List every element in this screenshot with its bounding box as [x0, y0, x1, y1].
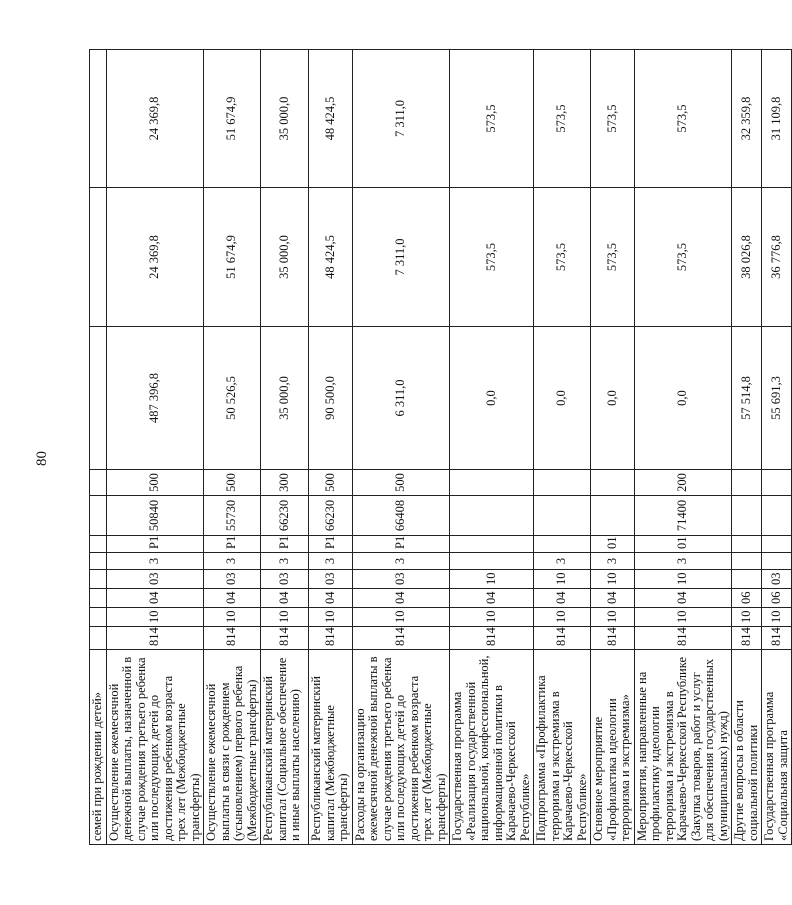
cell-p1: 03: [204, 570, 261, 589]
cell-vr: [450, 470, 534, 496]
cell-s3: [90, 50, 107, 188]
cell-name: Основное мероприятие «Профилактика идеологии терроризма и экстремизма»: [591, 650, 635, 845]
cell-ved: 814: [450, 627, 534, 650]
cell-name: Государственная программа «Социальная защита: [762, 650, 792, 845]
cell-s2: 38 026,8: [732, 188, 762, 327]
cell-name: Государственная программа «Реализация государственной национальной, конфессиональной, информационной политики в Карачаево-Черкесской Республике»: [450, 650, 534, 845]
table-row: [534, 50, 591, 845]
cell-p2: 3: [634, 553, 732, 570]
cell-s2: 573,5: [534, 188, 591, 327]
cell-name: Другие вопросы в области социальной политики: [732, 650, 762, 845]
page-number: 80: [34, 451, 50, 466]
cell-s2: [90, 188, 107, 327]
cell-p2: [732, 553, 762, 570]
cell-s3: 31 109,8: [762, 50, 792, 188]
table-row: [634, 50, 732, 845]
cell-ved: 814: [634, 627, 732, 650]
cell-csr: [732, 496, 762, 536]
cell-csr: [762, 496, 792, 536]
cell-rz: 10: [450, 608, 534, 627]
cell-ved: 814: [204, 627, 261, 650]
table-row: [352, 50, 450, 845]
cell-p1: 03: [106, 570, 204, 589]
cell-s2: 48 424,5: [309, 188, 353, 327]
table-row: [204, 50, 261, 845]
cell-s1: 57 514,8: [732, 327, 762, 470]
cell-pr: 04: [591, 589, 635, 608]
cell-rz: 10: [106, 608, 204, 627]
cell-csr: 50840: [106, 496, 204, 536]
cell-s3: 573,5: [634, 50, 732, 188]
cell-ved: 814: [762, 627, 792, 650]
cell-p2: 3: [591, 553, 635, 570]
cell-p1: 03: [261, 570, 309, 589]
cell-csr: [591, 496, 635, 536]
cell-rz: 10: [261, 608, 309, 627]
cell-p3: Р1: [204, 536, 261, 553]
cell-vr: 500: [352, 470, 450, 496]
cell-csr: 66230: [261, 496, 309, 536]
cell-rz: 10: [309, 608, 353, 627]
cell-s1: 0,0: [634, 327, 732, 470]
cell-rz: 10: [732, 608, 762, 627]
cell-s1: 35 000,0: [261, 327, 309, 470]
cell-vr: 500: [204, 470, 261, 496]
cell-p3: 01: [591, 536, 635, 553]
cell-s2: 7 311,0: [352, 188, 450, 327]
table-row: [732, 50, 762, 845]
cell-vr: [762, 470, 792, 496]
cell-ved: 814: [261, 627, 309, 650]
cell-s2: 573,5: [634, 188, 732, 327]
cell-csr: [450, 496, 534, 536]
cell-p1: 10: [634, 570, 732, 589]
cell-p2: 3: [534, 553, 591, 570]
cell-s1: 90 500,0: [309, 327, 353, 470]
cell-s1: [90, 327, 107, 470]
table-row: [450, 50, 534, 845]
cell-s3: 32 359,8: [732, 50, 762, 188]
table-row: [309, 50, 353, 845]
cell-s3: 573,5: [591, 50, 635, 188]
cell-p3: [534, 536, 591, 553]
cell-s2: 573,5: [591, 188, 635, 327]
cell-s3: 573,5: [450, 50, 534, 188]
cell-vr: [591, 470, 635, 496]
table-body: [90, 50, 792, 845]
cell-s1: 487 396,8: [106, 327, 204, 470]
cell-p1: 10: [450, 570, 534, 589]
cell-csr: 71400: [634, 496, 732, 536]
cell-p2: 3: [106, 553, 204, 570]
cell-s3: 35 000,0: [261, 50, 309, 188]
cell-p3: [762, 536, 792, 553]
cell-s2: 24 369,8: [106, 188, 204, 327]
cell-p2: 3: [352, 553, 450, 570]
cell-p2: [90, 553, 107, 570]
cell-pr: 06: [762, 589, 792, 608]
cell-name: Республиканский материнский капитал (Социальное обеспечение и иные выплаты населению): [261, 650, 309, 845]
cell-rz: 10: [762, 608, 792, 627]
cell-pr: 04: [450, 589, 534, 608]
cell-csr: 66408: [352, 496, 450, 536]
cell-p1: [90, 570, 107, 589]
cell-rz: [90, 608, 107, 627]
cell-s2: 36 776,8: [762, 188, 792, 327]
cell-s3: 24 369,8: [106, 50, 204, 188]
cell-vr: 500: [309, 470, 353, 496]
cell-rz: 10: [534, 608, 591, 627]
cell-p3: [450, 536, 534, 553]
cell-rz: 10: [204, 608, 261, 627]
cell-pr: 04: [534, 589, 591, 608]
cell-vr: 200: [634, 470, 732, 496]
cell-name: семей при рождении детей»: [90, 650, 107, 845]
cell-ved: 814: [309, 627, 353, 650]
cell-ved: 814: [534, 627, 591, 650]
cell-p1: [732, 570, 762, 589]
cell-name: Подпрограмма «Профилактика терроризма и экстремизма в Карачаево-Черкесской Республике»: [534, 650, 591, 845]
cell-s1: 55 691,3: [762, 327, 792, 470]
cell-p3: [732, 536, 762, 553]
budget-table-container: [89, 50, 790, 845]
cell-vr: [732, 470, 762, 496]
cell-ved: 814: [732, 627, 762, 650]
cell-p1: 10: [534, 570, 591, 589]
cell-p1: 10: [591, 570, 635, 589]
budget-table: [89, 49, 792, 845]
cell-csr: [90, 496, 107, 536]
cell-p2: [762, 553, 792, 570]
cell-vr: [90, 470, 107, 496]
cell-p1: 03: [309, 570, 353, 589]
cell-p3: Р1: [261, 536, 309, 553]
cell-s2: 51 674,9: [204, 188, 261, 327]
cell-s1: 0,0: [591, 327, 635, 470]
cell-pr: 04: [352, 589, 450, 608]
cell-rz: 10: [634, 608, 732, 627]
table-row: [762, 50, 792, 845]
table-row: [591, 50, 635, 845]
table-row: [261, 50, 309, 845]
cell-pr: 06: [732, 589, 762, 608]
cell-p3: [90, 536, 107, 553]
cell-vr: 500: [106, 470, 204, 496]
cell-ved: 814: [352, 627, 450, 650]
cell-p3: Р1: [106, 536, 204, 553]
cell-pr: 04: [261, 589, 309, 608]
cell-p3: Р1: [352, 536, 450, 553]
cell-p2: 3: [309, 553, 353, 570]
cell-pr: 04: [106, 589, 204, 608]
cell-s3: 51 674,9: [204, 50, 261, 188]
cell-pr: 04: [634, 589, 732, 608]
cell-name: Осуществление ежемесячной выплаты в связи с рождением (усыновлением) первого ребенка (Межбюджетные трансферты): [204, 650, 261, 845]
cell-pr: [90, 589, 107, 608]
cell-s1: 0,0: [450, 327, 534, 470]
cell-ved: [90, 627, 107, 650]
cell-p3: 01: [634, 536, 732, 553]
cell-p2: 3: [261, 553, 309, 570]
cell-s1: 6 311,0: [352, 327, 450, 470]
table-row: [90, 50, 107, 845]
cell-s3: 573,5: [534, 50, 591, 188]
cell-csr: 66230: [309, 496, 353, 536]
cell-p2: [450, 553, 534, 570]
cell-ved: 814: [106, 627, 204, 650]
cell-s2: 573,5: [450, 188, 534, 327]
cell-p3: Р1: [309, 536, 353, 553]
cell-p1: 03: [352, 570, 450, 589]
cell-name: Республиканский материнский капитал (Межбюджетные трансферты): [309, 650, 353, 845]
cell-name: Осуществление ежемесячной денежной выплаты, назначенной в случае рождения третьего ребенка или последующих детей до достижения ребенком возраста трех лет (Межбюджетные трансферты): [106, 650, 204, 845]
cell-s3: 48 424,5: [309, 50, 353, 188]
cell-csr: 55730: [204, 496, 261, 536]
cell-s1: 0,0: [534, 327, 591, 470]
cell-s2: 35 000,0: [261, 188, 309, 327]
cell-vr: [534, 470, 591, 496]
cell-s3: 7 311,0: [352, 50, 450, 188]
cell-rz: 10: [352, 608, 450, 627]
cell-name: Расходы на организацию ежемесячной денежной выплаты в случае рождения третьего ребенка или последующих детей до достижения ребенком возраста трех лет (Межбюджетные трансферты): [352, 650, 450, 845]
cell-s1: 50 526,5: [204, 327, 261, 470]
cell-pr: 04: [309, 589, 353, 608]
table-row: [106, 50, 204, 845]
cell-p2: 3: [204, 553, 261, 570]
cell-name: Мероприятия, направленные на профилактику идеологии терроризма и экстремизма в Карачаево-Черкесской Республике (Закупка товаров, работ и услуг для обеспечения государственных (муниципальных) нужд): [634, 650, 732, 845]
cell-rz: 10: [591, 608, 635, 627]
cell-csr: [534, 496, 591, 536]
cell-ved: 814: [591, 627, 635, 650]
cell-pr: 04: [204, 589, 261, 608]
cell-p1: 03: [762, 570, 792, 589]
cell-vr: 300: [261, 470, 309, 496]
